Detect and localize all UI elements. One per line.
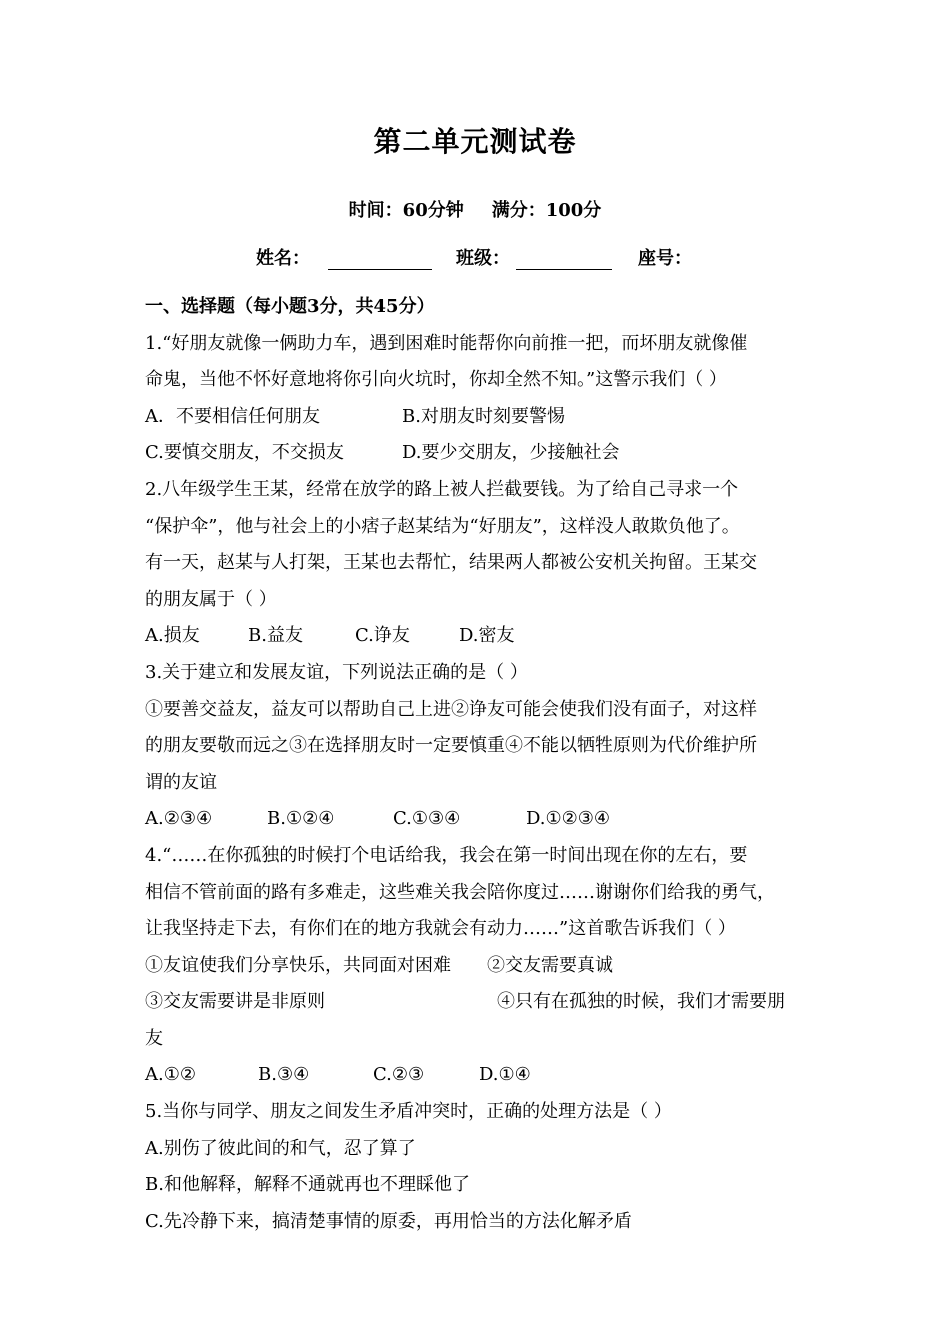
exam-content — [145, 289, 825, 1240]
option-c: C.要慎交朋友，不交损友 — [145, 442, 344, 464]
option-a: A.别伤了彼此间的和气，忍了算了 — [145, 1137, 416, 1159]
question-4-statements — [145, 948, 825, 985]
option-a: A．不要相信任何朋友 — [145, 405, 320, 427]
option-a: A.①② — [145, 1064, 196, 1086]
question-3-stem: ①要善交益友，益友可以帮助自己上进②诤友可能会使我们没有面子，对这样 — [145, 698, 757, 720]
question-1-stem: 命鬼，当他不怀好意地将你引向火坑时，你却全然不知。”这警示我们（ ） — [145, 369, 727, 391]
full-score: 满分：100分 — [491, 200, 602, 221]
class-field — [456, 244, 612, 270]
class-blank[interactable] — [516, 249, 612, 270]
statement-4: ④只有在孤独的时候，我们才需要朋 — [497, 991, 785, 1013]
name-field — [256, 244, 432, 270]
exam-meta — [0, 196, 950, 222]
option-b: B.①②④ — [267, 808, 335, 830]
option-c: C.①③④ — [393, 808, 461, 830]
question-2-stem: 有一天，赵某与人打架，王某也去帮忙，结果两人都被公安机关拘留。王某交 — [145, 552, 757, 574]
question-4-stem: 让我坚持走下去，有你们在的地方我就会有动力……”这首歌告诉我们（ ） — [145, 918, 736, 940]
statement-2: ②交友需要真诚 — [487, 954, 613, 976]
question-2-stem: “保护伞”，他与社会上的小痞子赵某结为“好朋友”，这样没人敢欺负他了。 — [145, 515, 740, 537]
question-3-stem: 3.关于建立和发展友谊，下列说法正确的是（ ） — [145, 661, 528, 683]
option-b: B.对朋友时刻要警惕 — [402, 405, 565, 427]
name-label: 姓名： — [256, 248, 310, 269]
question-4-statements — [145, 984, 825, 1021]
question-3-stem: 谓的友谊 — [145, 771, 217, 793]
question-1-stem: 1.“好朋友就像一俩助力车，遇到困难时能帮你向前推一把，而坏朋友就像催 — [145, 332, 748, 354]
question-5-stem: 5.当你与同学、朋友之间发生矛盾冲突时，正确的处理方法是（ ） — [145, 1101, 672, 1123]
question-2-options — [145, 618, 825, 655]
question-4-stem: 4.“……在你孤独的时候打个电话给我，我会在第一时间出现在你的左右，要 — [145, 844, 748, 866]
option-c: C.②③ — [373, 1064, 425, 1086]
question-1-options — [145, 399, 825, 436]
question-4-options — [145, 1057, 825, 1094]
option-c: C.诤友 — [355, 625, 410, 647]
option-a: A.②③④ — [145, 808, 213, 830]
seat-field — [638, 244, 692, 270]
question-2-stem: 的朋友属于（ ） — [145, 588, 277, 610]
option-d: D.密友 — [459, 625, 515, 647]
option-d: D.要少交朋友，少接触社会 — [402, 442, 620, 464]
question-1-options — [145, 435, 825, 472]
seat-label: 座号： — [638, 248, 692, 269]
option-b: B.和他解释，解释不通就再也不理睬他了 — [145, 1174, 470, 1196]
option-c: C.先冷静下来，搞清楚事情的原委，再用恰当的方法化解矛盾 — [145, 1210, 632, 1232]
question-3-options — [145, 801, 825, 838]
option-a: A.损友 — [145, 625, 200, 647]
statement-3: ③交友需要讲是非原则 — [145, 991, 325, 1013]
question-2-stem: 2.八年级学生王某，经常在放学的路上被人拦截要钱。为了给自己寻求一个 — [145, 478, 739, 500]
statement-4-continued: 友 — [145, 1027, 163, 1049]
option-b: B.③④ — [258, 1064, 310, 1086]
option-d: D.①②③④ — [526, 808, 611, 830]
section-heading: 一、选择题（每小题3分，共45分） — [145, 296, 435, 317]
question-4-stem: 相信不管前面的路有多难走，这些难关我会陪你度过……谢谢你们给我的勇气， — [145, 881, 775, 903]
option-d: D.①④ — [479, 1064, 531, 1086]
question-3-stem: 的朋友要敬而远之③在选择朋友时一定要慎重④不能以牺牲原则为代价维护所 — [145, 735, 757, 757]
time-limit: 时间：60分钟 — [348, 200, 464, 221]
class-label: 班级： — [456, 248, 510, 269]
page-title: 第二单元测试卷 — [373, 125, 577, 158]
name-blank[interactable] — [328, 249, 432, 270]
option-b: B.益友 — [248, 625, 303, 647]
statement-1: ①友谊使我们分享快乐，共同面对困难 — [145, 954, 451, 976]
